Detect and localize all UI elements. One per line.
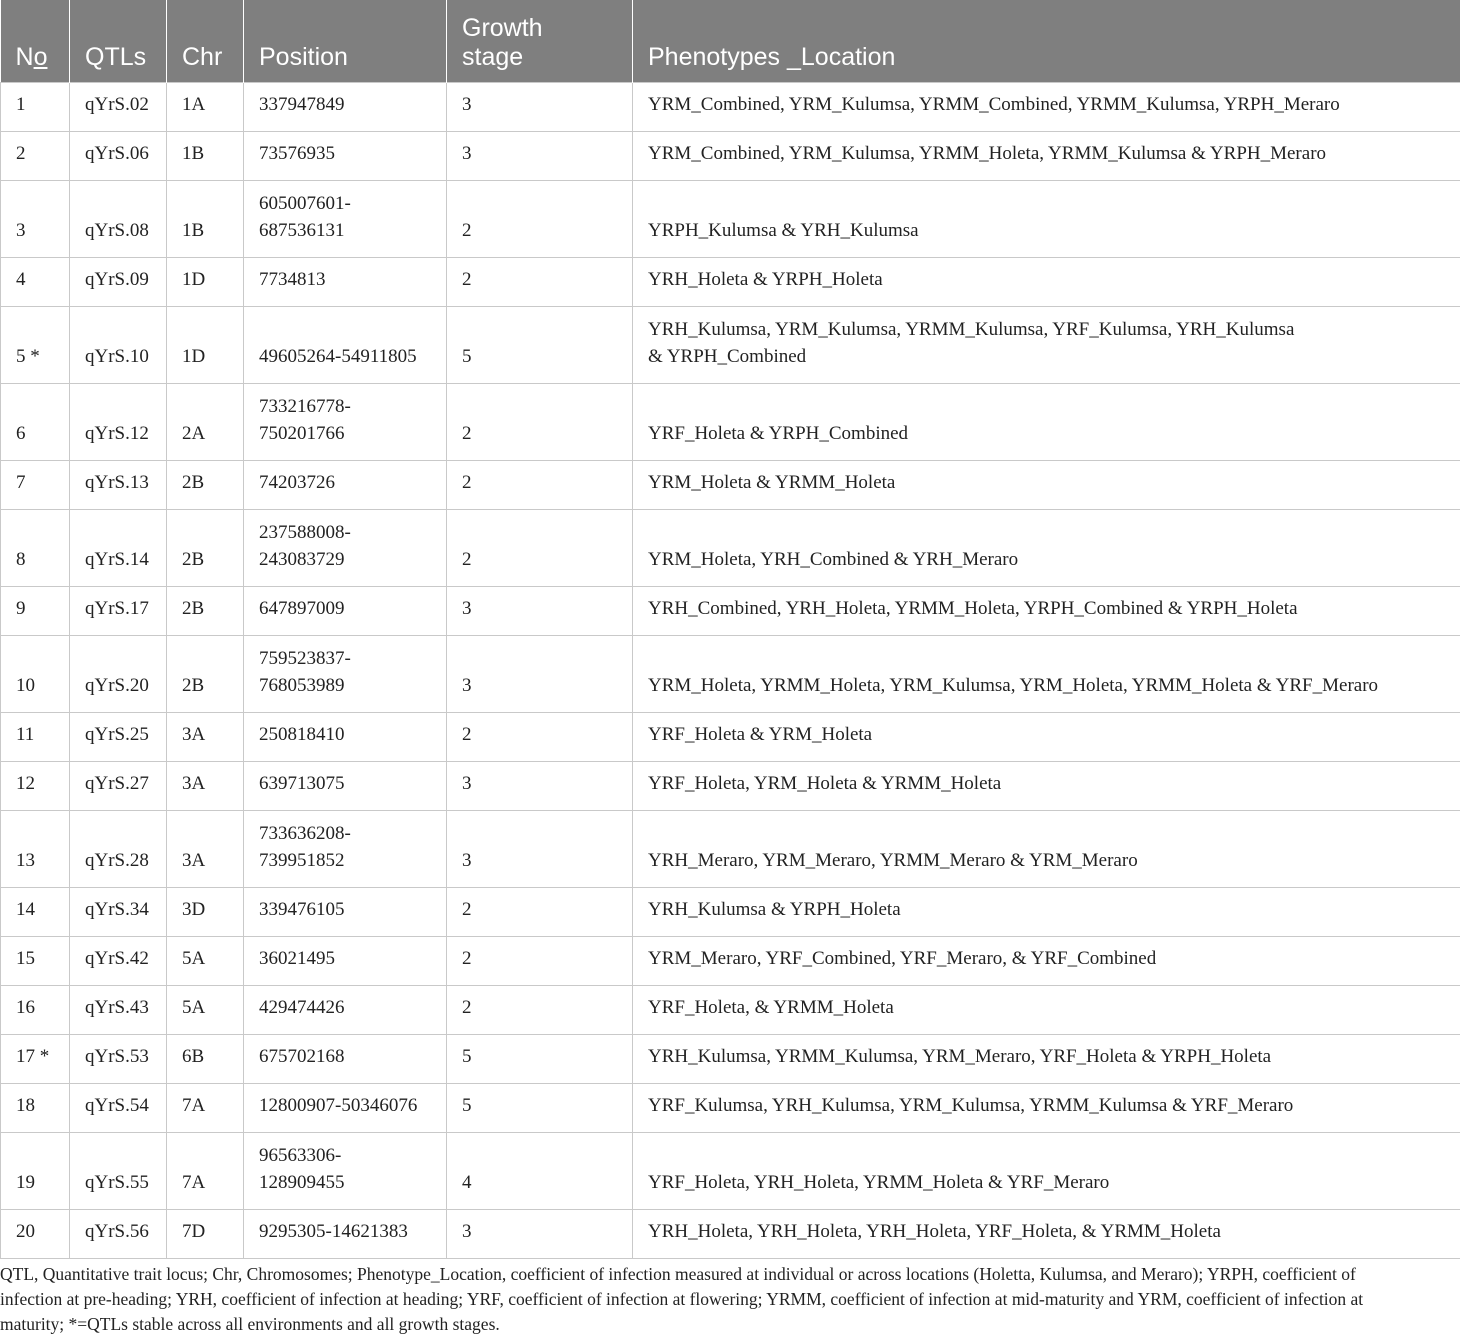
position-line: 759523837- [259, 645, 446, 672]
position-line: 7734813 [259, 266, 446, 293]
position-line: 128909455 [259, 1169, 446, 1196]
cell-phenotypes: YRH_Combined, YRH_Holeta, YRMM_Holeta, YRPH_Combined & YRPH_Holeta [633, 587, 1460, 636]
cell-phenotypes: YRF_Holeta & YRPH_Combined [633, 384, 1460, 461]
phenotype-line: YRH_Kulumsa, YRM_Kulumsa, YRMM_Kulumsa, YRF_Kulumsa, YRH_Kulumsa [648, 316, 1460, 343]
cell-growth-stage: 2 [447, 713, 633, 762]
header-qtls: QTLs [70, 0, 167, 83]
table-row [1, 384, 1460, 461]
cell-qtl: qYrS.25 [70, 713, 167, 762]
phenotype-line: & YRPH_Combined [648, 343, 1460, 370]
table-row [1, 1084, 1460, 1133]
cell-no: 18 [1, 1084, 70, 1133]
position-line: 675702168 [259, 1043, 446, 1070]
cell-chr: 5A [167, 986, 244, 1035]
position-line: 750201766 [259, 420, 446, 447]
cell-position [244, 762, 447, 811]
cell-growth-stage: 2 [447, 510, 633, 587]
cell-chr: 3A [167, 811, 244, 888]
cell-position [244, 181, 447, 258]
cell-position [244, 461, 447, 510]
cell-position [244, 83, 447, 132]
table-row [1, 713, 1460, 762]
position-line: 243083729 [259, 546, 446, 573]
footnote-line: QTL, Quantitative trait locus; Chr, Chromosomes; Phenotype_Location, coefficient of infection measured at individual or across locations (Holetta, Kulumsa, and Meraro); YRPH, coefficient of [0, 1262, 1460, 1287]
cell-phenotypes: YRF_Holeta, YRM_Holeta & YRMM_Holeta [633, 762, 1460, 811]
cell-position [244, 1084, 447, 1133]
cell-no: 4 [1, 258, 70, 307]
cell-growth-stage: 3 [447, 1210, 633, 1259]
cell-position [244, 510, 447, 587]
cell-phenotypes: YRH_Holeta & YRPH_Holeta [633, 258, 1460, 307]
cell-chr: 3D [167, 888, 244, 937]
table-row [1, 307, 1460, 384]
cell-no: 12 [1, 762, 70, 811]
cell-chr: 1D [167, 307, 244, 384]
cell-chr: 2B [167, 510, 244, 587]
position-line: 74203726 [259, 469, 446, 496]
cell-phenotypes: YRM_Combined, YRM_Kulumsa, YRMM_Combined, YRMM_Kulumsa, YRPH_Meraro [633, 83, 1460, 132]
cell-qtl: qYrS.27 [70, 762, 167, 811]
cell-qtl: qYrS.20 [70, 636, 167, 713]
cell-qtl: qYrS.17 [70, 587, 167, 636]
table-row [1, 1133, 1460, 1210]
position-line: 687536131 [259, 217, 446, 244]
cell-position [244, 1133, 447, 1210]
table-row [1, 937, 1460, 986]
cell-growth-stage: 2 [447, 461, 633, 510]
position-line: 73576935 [259, 140, 446, 167]
cell-position [244, 384, 447, 461]
cell-position [244, 258, 447, 307]
cell-position [244, 132, 447, 181]
table-row [1, 83, 1460, 132]
cell-phenotypes: YRM_Holeta, YRMM_Holeta, YRM_Kulumsa, YRM_Holeta, YRMM_Holeta & YRF_Meraro [633, 636, 1460, 713]
table-row [1, 461, 1460, 510]
table-row [1, 811, 1460, 888]
position-line: 605007601- [259, 190, 446, 217]
cell-no: 13 [1, 811, 70, 888]
cell-phenotypes: YRH_Meraro, YRM_Meraro, YRMM_Meraro & YRM_Meraro [633, 811, 1460, 888]
table-row [1, 132, 1460, 181]
table-footnote [0, 1262, 1460, 1337]
cell-chr: 7D [167, 1210, 244, 1259]
position-line: 96563306- [259, 1142, 446, 1169]
position-line: 237588008- [259, 519, 446, 546]
cell-phenotypes: YRM_Combined, YRM_Kulumsa, YRMM_Holeta, YRMM_Kulumsa & YRPH_Meraro [633, 132, 1460, 181]
cell-phenotypes: YRF_Kulumsa, YRH_Kulumsa, YRM_Kulumsa, YRMM_Kulumsa & YRF_Meraro [633, 1084, 1460, 1133]
cell-growth-stage: 2 [447, 181, 633, 258]
cell-phenotypes [633, 307, 1460, 384]
position-line: 9295305-14621383 [259, 1218, 446, 1245]
cell-growth-stage: 5 [447, 1084, 633, 1133]
cell-chr: 1D [167, 258, 244, 307]
cell-no: 10 [1, 636, 70, 713]
cell-growth-stage: 3 [447, 83, 633, 132]
cell-phenotypes: YRM_Holeta & YRMM_Holeta [633, 461, 1460, 510]
table-row [1, 762, 1460, 811]
cell-growth-stage: 3 [447, 762, 633, 811]
cell-qtl: qYrS.06 [70, 132, 167, 181]
position-line: 733636208- [259, 820, 446, 847]
cell-chr: 3A [167, 713, 244, 762]
header-position: Position [244, 0, 447, 83]
position-line: 339476105 [259, 896, 446, 923]
cell-chr: 5A [167, 937, 244, 986]
cell-position [244, 1035, 447, 1084]
table-row [1, 888, 1460, 937]
cell-chr: 2A [167, 384, 244, 461]
table-row [1, 1035, 1460, 1084]
cell-qtl: qYrS.34 [70, 888, 167, 937]
cell-qtl: qYrS.14 [70, 510, 167, 587]
cell-position [244, 587, 447, 636]
cell-growth-stage: 5 [447, 307, 633, 384]
cell-qtl: qYrS.55 [70, 1133, 167, 1210]
table-row [1, 986, 1460, 1035]
table-row [1, 181, 1460, 258]
cell-chr: 3A [167, 762, 244, 811]
cell-phenotypes: YRH_Kulumsa & YRPH_Holeta [633, 888, 1460, 937]
cell-chr: 2B [167, 636, 244, 713]
cell-no: 9 [1, 587, 70, 636]
cell-qtl: qYrS.28 [70, 811, 167, 888]
cell-position [244, 636, 447, 713]
cell-phenotypes: YRPH_Kulumsa & YRH_Kulumsa [633, 181, 1460, 258]
cell-no: 1 [1, 83, 70, 132]
cell-no: 3 [1, 181, 70, 258]
cell-qtl: qYrS.53 [70, 1035, 167, 1084]
cell-growth-stage: 4 [447, 1133, 633, 1210]
cell-phenotypes: YRF_Holeta & YRM_Holeta [633, 713, 1460, 762]
table-row [1, 636, 1460, 713]
header-chr: Chr [167, 0, 244, 83]
cell-chr: 7A [167, 1133, 244, 1210]
table-row [1, 587, 1460, 636]
cell-chr: 1A [167, 83, 244, 132]
header-phenotypes-location: Phenotypes _Location [633, 0, 1460, 83]
cell-no: 20 [1, 1210, 70, 1259]
cell-chr: 1B [167, 132, 244, 181]
cell-position [244, 307, 447, 384]
header-no: No [1, 0, 70, 83]
cell-growth-stage: 2 [447, 937, 633, 986]
cell-qtl: qYrS.10 [70, 307, 167, 384]
cell-qtl: qYrS.43 [70, 986, 167, 1035]
cell-no: 2 [1, 132, 70, 181]
cell-chr: 1B [167, 181, 244, 258]
cell-qtl: qYrS.42 [70, 937, 167, 986]
cell-qtl: qYrS.54 [70, 1084, 167, 1133]
cell-no: 17 * [1, 1035, 70, 1084]
cell-no: 6 [1, 384, 70, 461]
cell-growth-stage: 3 [447, 132, 633, 181]
position-line: 639713075 [259, 770, 446, 797]
footnote-line: maturity; *=QTLs stable across all environments and all growth stages. [0, 1312, 1460, 1337]
footnote-line: infection at pre-heading; YRH, coefficient of infection at heading; YRF, coefficient of infection at flowering; YRMM, coefficient of infection at mid-maturity and YRM, coefficient of infection at [0, 1287, 1460, 1312]
cell-no: 8 [1, 510, 70, 587]
cell-position [244, 986, 447, 1035]
position-line: 647897009 [259, 595, 446, 622]
cell-position [244, 888, 447, 937]
cell-qtl: qYrS.02 [70, 83, 167, 132]
cell-qtl: qYrS.09 [70, 258, 167, 307]
cell-no: 15 [1, 937, 70, 986]
cell-position [244, 1210, 447, 1259]
cell-phenotypes: YRM_Meraro, YRF_Combined, YRF_Meraro, & YRF_Combined [633, 937, 1460, 986]
cell-qtl: qYrS.13 [70, 461, 167, 510]
cell-growth-stage: 3 [447, 811, 633, 888]
cell-no: 19 [1, 1133, 70, 1210]
cell-chr: 6B [167, 1035, 244, 1084]
position-line: 49605264-54911805 [259, 343, 446, 370]
position-line: 429474426 [259, 994, 446, 1021]
position-line: 768053989 [259, 672, 446, 699]
cell-growth-stage: 5 [447, 1035, 633, 1084]
cell-growth-stage: 2 [447, 986, 633, 1035]
cell-qtl: qYrS.12 [70, 384, 167, 461]
position-line: 739951852 [259, 847, 446, 874]
position-line: 337947849 [259, 91, 446, 118]
header-growth-stage: Growth stage [447, 0, 633, 83]
cell-phenotypes: YRF_Holeta, YRH_Holeta, YRMM_Holeta & YRF_Meraro [633, 1133, 1460, 1210]
cell-position [244, 937, 447, 986]
cell-no: 14 [1, 888, 70, 937]
cell-no: 11 [1, 713, 70, 762]
cell-phenotypes: YRF_Holeta, & YRMM_Holeta [633, 986, 1460, 1035]
table-row [1, 1210, 1460, 1259]
position-line: 12800907-50346076 [259, 1092, 446, 1119]
cell-growth-stage: 3 [447, 636, 633, 713]
cell-phenotypes: YRH_Kulumsa, YRMM_Kulumsa, YRM_Meraro, YRF_Holeta & YRPH_Holeta [633, 1035, 1460, 1084]
table-body [1, 83, 1460, 1259]
cell-no: 5 * [1, 307, 70, 384]
cell-no: 7 [1, 461, 70, 510]
cell-position [244, 713, 447, 762]
cell-qtl: qYrS.08 [70, 181, 167, 258]
table-row [1, 258, 1460, 307]
cell-growth-stage: 2 [447, 384, 633, 461]
position-line: 36021495 [259, 945, 446, 972]
cell-qtl: qYrS.56 [70, 1210, 167, 1259]
cell-growth-stage: 2 [447, 258, 633, 307]
cell-chr: 2B [167, 587, 244, 636]
header-row [1, 0, 1460, 83]
cell-no: 16 [1, 986, 70, 1035]
cell-growth-stage: 3 [447, 587, 633, 636]
position-line: 250818410 [259, 721, 446, 748]
table-row [1, 510, 1460, 587]
cell-chr: 2B [167, 461, 244, 510]
cell-phenotypes: YRM_Holeta, YRH_Combined & YRH_Meraro [633, 510, 1460, 587]
cell-growth-stage: 2 [447, 888, 633, 937]
position-line: 733216778- [259, 393, 446, 420]
cell-chr: 7A [167, 1084, 244, 1133]
cell-position [244, 811, 447, 888]
cell-phenotypes: YRH_Holeta, YRH_Holeta, YRH_Holeta, YRF_Holeta, & YRMM_Holeta [633, 1210, 1460, 1259]
